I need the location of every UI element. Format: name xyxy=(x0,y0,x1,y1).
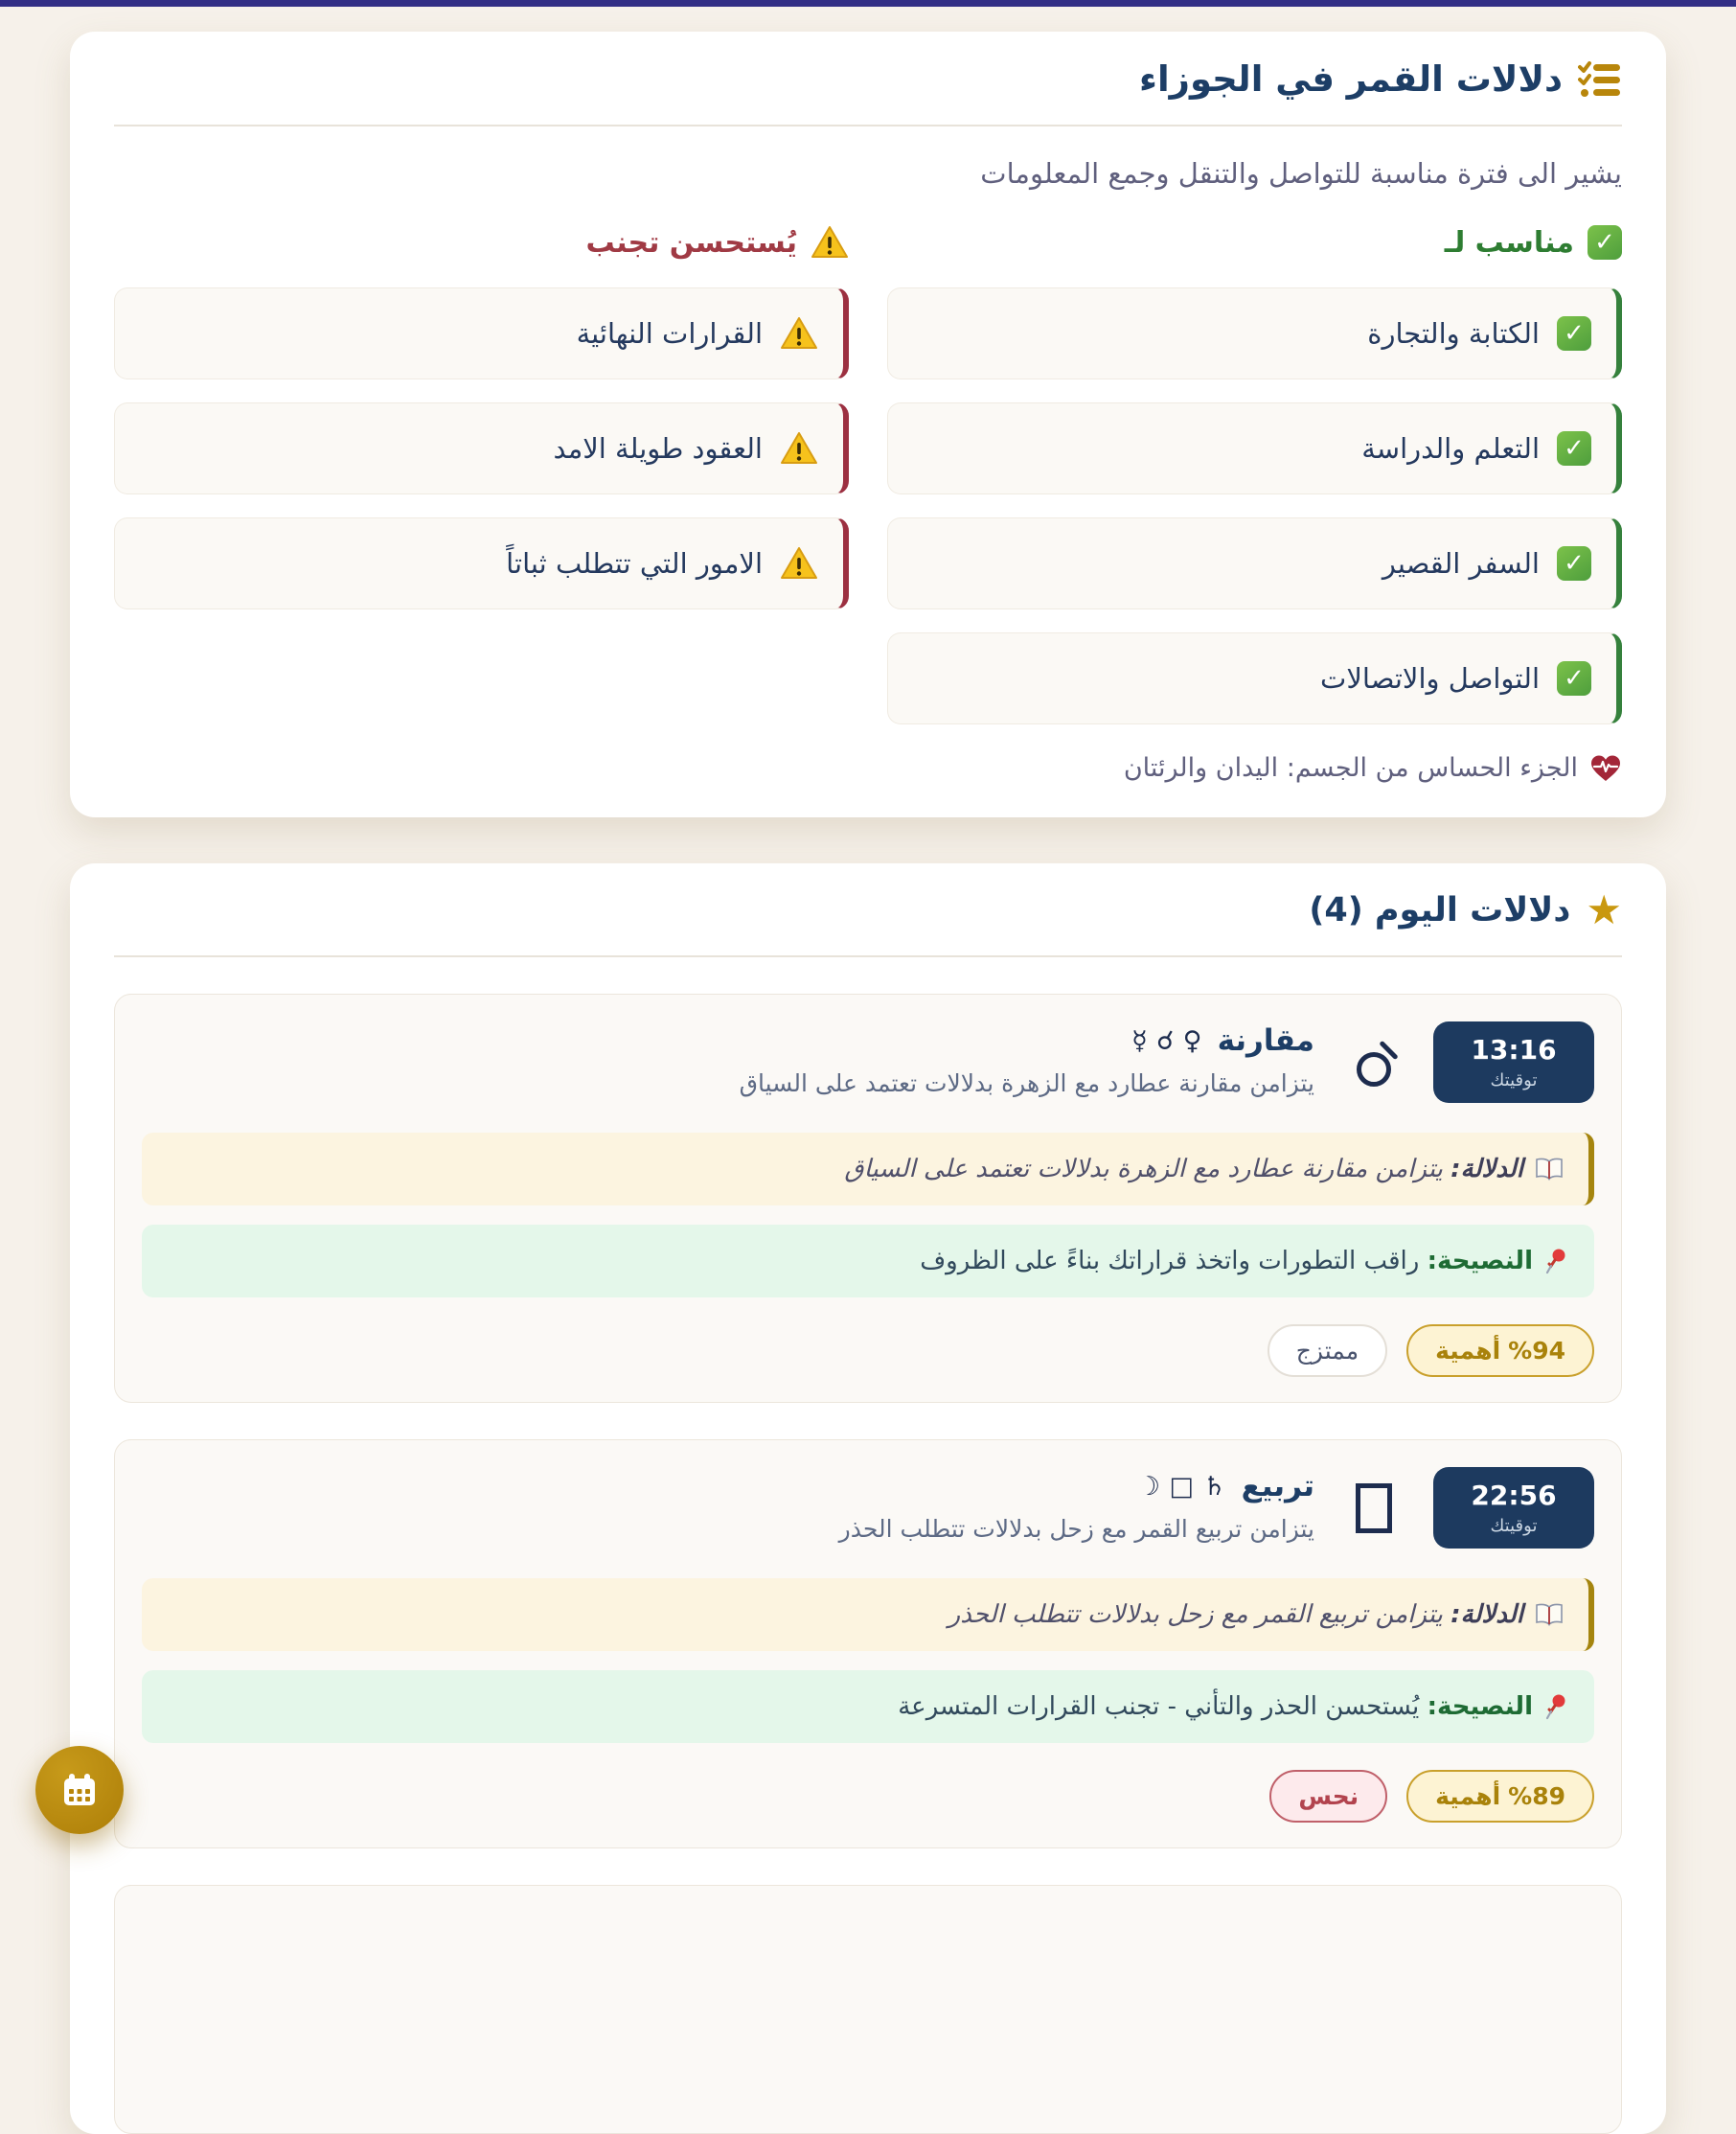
warning-icon xyxy=(811,225,849,260)
book-icon xyxy=(1535,1603,1564,1626)
planet-symbols: ☿ ☌ ♀ xyxy=(1131,1025,1202,1056)
event-title-block xyxy=(142,1467,1314,1543)
checklist-icon xyxy=(1578,60,1622,99)
suitability-columns xyxy=(114,220,1622,724)
event-card-partial xyxy=(114,1885,1622,2134)
event-card xyxy=(114,994,1622,1403)
today-card-title: دلالات اليوم (4) xyxy=(1309,891,1571,929)
avoid-item xyxy=(114,517,849,609)
meaning-box xyxy=(142,1578,1594,1651)
check-icon xyxy=(1557,431,1591,466)
check-icon xyxy=(1588,225,1622,260)
suitable-item xyxy=(887,402,1622,494)
suitable-item-label: التواصل والاتصالات xyxy=(1320,662,1540,695)
meaning-box xyxy=(142,1133,1594,1205)
advice-box xyxy=(142,1225,1594,1297)
warning-icon xyxy=(780,546,818,581)
sensitive-body-part-label: الجزء الحساس من الجسم: اليدان والرئتان xyxy=(1123,753,1578,783)
moon-card-title: دلالات القمر في الجوزاء xyxy=(1139,58,1563,100)
avoid-heading-label: يُستحسن تجنب xyxy=(585,225,797,260)
time-badge xyxy=(1433,1467,1594,1549)
badge-row xyxy=(142,1324,1594,1377)
event-title: مقارنة xyxy=(1217,1023,1314,1058)
calendar-fab-button[interactable] xyxy=(35,1746,124,1834)
planet-symbols: ☽ □ ♄ xyxy=(1136,1471,1226,1502)
event-time: 13:16 xyxy=(1471,1034,1557,1066)
event-time-label: توقيتك xyxy=(1490,1070,1538,1090)
importance-word: أهمية xyxy=(1435,1782,1501,1810)
suitable-item-label: الكتابة والتجارة xyxy=(1367,317,1540,350)
importance-badge xyxy=(1406,1324,1594,1377)
event-card xyxy=(114,1439,1622,1848)
suitable-heading-label: مناسب لـ xyxy=(1444,225,1574,260)
suitable-heading xyxy=(887,220,1622,264)
divider xyxy=(114,955,1622,957)
meaning-text: يتزامن مقارنة عطارد مع الزهرة بدلالات تعتمد على السياق xyxy=(844,1155,1443,1183)
time-badge xyxy=(1433,1021,1594,1103)
pushpin-icon xyxy=(1544,1248,1569,1274)
avoid-item-label: القرارات النهائية xyxy=(576,317,763,350)
moon-card-header xyxy=(114,58,1622,100)
importance-percent: %94 xyxy=(1508,1337,1565,1365)
check-icon xyxy=(1557,661,1591,696)
advice-label: النصيحة: xyxy=(1427,1692,1533,1721)
meaning-label: الدلالة: xyxy=(1450,1155,1523,1183)
today-indications-card xyxy=(70,863,1666,2134)
suitable-item xyxy=(887,632,1622,724)
event-header xyxy=(142,1021,1594,1104)
top-accent-bar xyxy=(0,0,1736,7)
star-icon: ★ xyxy=(1586,886,1622,933)
nature-badge: نحس xyxy=(1269,1770,1387,1823)
event-title: تربيع xyxy=(1241,1469,1314,1503)
event-time: 22:56 xyxy=(1471,1480,1557,1511)
avoid-item-label: الامور التي تتطلب ثباتاً xyxy=(506,547,763,580)
suitable-item xyxy=(887,287,1622,379)
advice-box xyxy=(142,1670,1594,1743)
meaning-label: الدلالة: xyxy=(1450,1600,1523,1629)
avoid-column xyxy=(114,220,849,724)
nature-badge: ممتزج xyxy=(1268,1324,1387,1377)
importance-word: أهمية xyxy=(1435,1337,1501,1365)
warning-icon xyxy=(780,431,818,466)
suitable-column xyxy=(887,220,1622,724)
event-header xyxy=(142,1467,1594,1549)
warning-icon xyxy=(780,316,818,351)
suitable-item xyxy=(887,517,1622,609)
check-icon xyxy=(1557,546,1591,581)
suitable-item-label: التعلم والدراسة xyxy=(1361,432,1540,465)
event-time-label: توقيتك xyxy=(1490,1516,1538,1536)
event-subtitle: يتزامن تربيع القمر مع زحل بدلالات تتطلب الحذر xyxy=(838,1515,1314,1543)
suitable-item-label: السفر القصير xyxy=(1382,547,1540,580)
divider xyxy=(114,125,1622,126)
event-subtitle: يتزامن مقارنة عطارد مع الزهرة بدلالات تعتمد على السياق xyxy=(739,1069,1314,1097)
avoid-item-label: العقود طويلة الامد xyxy=(553,432,763,465)
badge-row xyxy=(142,1770,1594,1823)
check-icon xyxy=(1557,316,1591,351)
moon-indications-card xyxy=(70,32,1666,817)
square-aspect-icon xyxy=(1339,1467,1408,1549)
advice-label: النصيحة: xyxy=(1427,1247,1533,1275)
event-title-block xyxy=(142,1021,1314,1097)
heart-pulse-icon xyxy=(1589,754,1622,783)
pushpin-icon xyxy=(1544,1693,1569,1720)
conjunction-aspect-icon xyxy=(1339,1021,1408,1104)
importance-badge xyxy=(1406,1770,1594,1823)
book-icon xyxy=(1535,1158,1564,1181)
moon-card-description: يشير الى فترة مناسبة للتواصل والتنقل وجمع المعلومات xyxy=(980,157,1622,190)
avoid-item xyxy=(114,287,849,379)
advice-text: راقب التطورات واتخذ قراراتك بناءً على الظروف xyxy=(920,1247,1420,1275)
advice-text: يُستحسن الحذر والتأني - تجنب القرارات المتسرعة xyxy=(898,1692,1420,1721)
avoid-heading xyxy=(114,220,849,264)
sensitive-body-part xyxy=(114,753,1622,783)
today-card-header xyxy=(114,886,1622,933)
importance-percent: %89 xyxy=(1508,1782,1565,1810)
meaning-text: يتزامن تربيع القمر مع زحل بدلالات تتطلب الحذر xyxy=(948,1600,1443,1629)
avoid-item xyxy=(114,402,849,494)
calendar-icon xyxy=(59,1770,100,1810)
